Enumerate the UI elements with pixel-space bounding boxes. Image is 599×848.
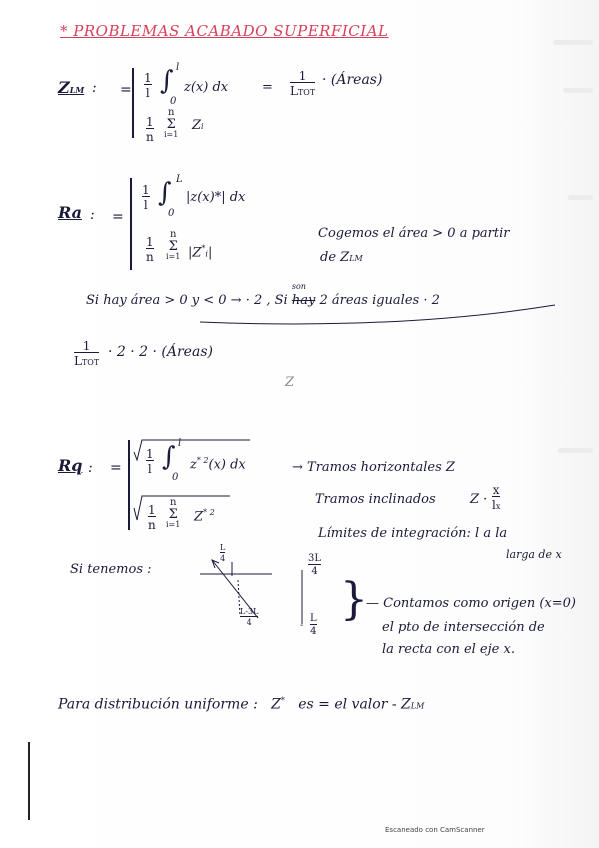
zlm-frac2: 1 LTOT [290, 69, 316, 98]
rule-line: Si hay área > 0 y < 0 → · 2 , Si son hay 2 áreas iguales · 2 [86, 282, 440, 308]
zlm-lower-limit: 0 [170, 96, 177, 107]
ra-upper-limit: L [176, 174, 183, 185]
scanner-watermark: Escaneado con CamScanner [385, 826, 485, 834]
case-note-line1: — Contamos como origen (x=0) [366, 596, 576, 611]
rq-limits-line1: Límites de integración: l a la [318, 526, 508, 541]
case-range-sign: - [300, 620, 304, 631]
zlm-areas: · (Áreas) [322, 72, 383, 88]
rq-label: Rq [58, 456, 83, 475]
rq-integral: ∫ [162, 442, 176, 472]
case-text: Si tenemos : [70, 562, 152, 577]
rq-colon: : [88, 460, 93, 476]
case-top-frac: $\frac{L}{4}$ [220, 543, 226, 563]
zlm-sum: n Σ i=1 [164, 107, 179, 139]
zlm-integrand: z(x) dx [184, 80, 229, 95]
rq-upper-limit: l [178, 438, 182, 449]
uniform-line: Para distribución uniforme : Z* es = el valor - ZLM [58, 696, 425, 713]
ra-note-line2: de ZLM [320, 250, 363, 265]
rq-sum-frac: $\frac{1}{n}$ [148, 503, 156, 532]
rq-frac1: $\frac{1}{l}$ [146, 447, 154, 476]
ra-sum-term: |Z*i| [188, 244, 213, 261]
zlm-upper-limit: l [176, 62, 180, 73]
ra-note-line1: Cogemos el área > 0 a partir [318, 226, 510, 241]
ra-lower-limit: 0 [168, 208, 175, 219]
page-title: * PROBLEMAS ACABADO SUPERFICIAL [60, 22, 389, 40]
case-brace: } [340, 574, 368, 625]
zlm-integral: ∫ [160, 66, 174, 96]
case-note-line2: el pto de intersección de [382, 620, 545, 635]
rq-horizontal-note: → Tramos horizontales Z [292, 460, 455, 475]
zlm-sum-term: Zi [192, 118, 204, 133]
rq-inclined-note: Tramos inclinados [315, 492, 436, 507]
zlm-colon: : [92, 80, 97, 96]
rq-inclined-frac: $\frac{x}{lx}$ [492, 483, 501, 512]
ra-integral: ∫ [158, 178, 172, 208]
rq-integrand: $z^{* 2}(x)$ dx [190, 456, 246, 473]
case-range-top: $\frac{3L}{4}$ [308, 553, 322, 577]
rq-limits-line2: larga de x [506, 548, 562, 561]
ra-frac1: $\frac{1}{l}$ [142, 183, 150, 212]
zlm-sum-frac: $\frac{1}{n}$ [146, 115, 154, 144]
case-note-line3: la recta con el eje x. [382, 642, 515, 657]
case-bottom-frac: $\frac{L-3L}{4}$ [240, 607, 259, 627]
zlm-equals: = [120, 82, 132, 98]
ra-integrand: |z(x)*| dx [186, 190, 246, 205]
zlm-eq2: = [262, 80, 273, 95]
formula2-rest: · 2 · 2 · (Áreas) [108, 344, 213, 360]
ra-label: Ra [58, 203, 83, 222]
case-range-bottom: $\frac{L}{4}$ [310, 613, 317, 637]
rq-lower-limit: 0 [172, 472, 179, 483]
zlm-frac1: $\frac{1}{l}$ [144, 71, 152, 100]
ra-sum-frac: $\frac{1}{n}$ [146, 235, 154, 264]
rq-sum: n Σ i=1 [166, 497, 181, 529]
rq-inclined-expr: Z · [470, 492, 488, 507]
rq-equals: = [110, 460, 122, 476]
ra-colon: : [90, 207, 95, 223]
rq-sum-term: $Z^{* 2}$ [194, 508, 215, 525]
ra-sum: n Σ i=1 [166, 229, 181, 261]
ra-equals: = [112, 209, 124, 225]
pencil-note: Z [285, 375, 295, 390]
zlm-label: ZLM [58, 78, 85, 97]
formula2-frac: 1 LTOT [74, 339, 100, 368]
